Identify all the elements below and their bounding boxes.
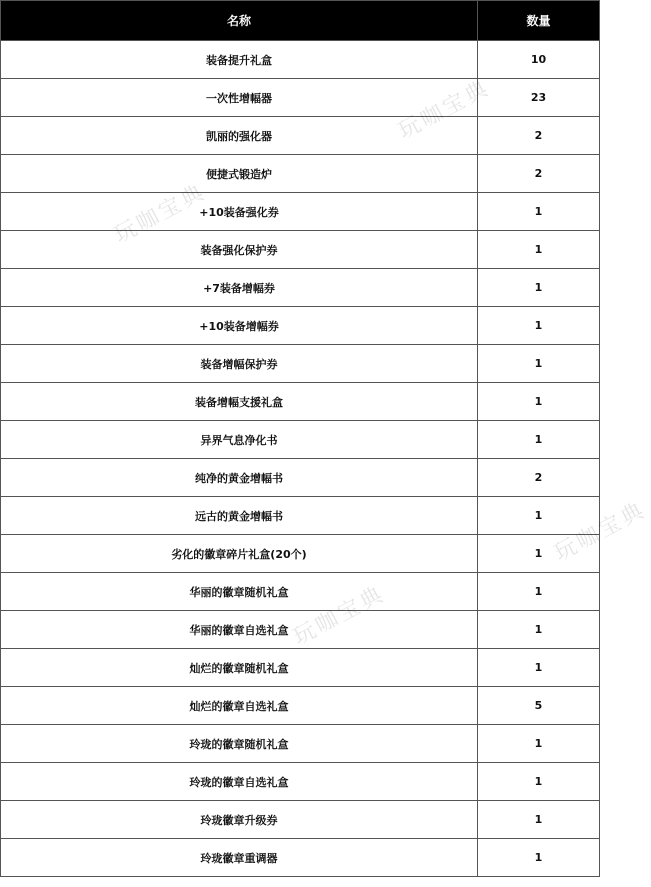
item-quantity: 1 — [478, 839, 600, 877]
item-quantity: 1 — [478, 497, 600, 535]
item-quantity: 1 — [478, 231, 600, 269]
table-row — [1, 725, 600, 763]
item-name: 异界气息净化书 — [1, 421, 478, 459]
item-name: 灿烂的徽章随机礼盒 — [1, 649, 478, 687]
item-name: +7装备增幅券 — [1, 269, 478, 307]
item-quantity: 10 — [478, 41, 600, 79]
item-quantity: 1 — [478, 649, 600, 687]
table-row — [1, 763, 600, 801]
table-row — [1, 383, 600, 421]
table-row — [1, 155, 600, 193]
item-name: +10装备增幅券 — [1, 307, 478, 345]
table-row — [1, 459, 600, 497]
item-quantity: 1 — [478, 421, 600, 459]
item-quantity: 1 — [478, 801, 600, 839]
item-name: 纯净的黄金增幅书 — [1, 459, 478, 497]
table-row — [1, 497, 600, 535]
table-row — [1, 801, 600, 839]
table-row — [1, 839, 600, 877]
table-row — [1, 535, 600, 573]
item-quantity: 23 — [478, 79, 600, 117]
item-name: 玲珑徽章重调器 — [1, 839, 478, 877]
item-name: 装备强化保护券 — [1, 231, 478, 269]
column-header-name: 名称 — [1, 1, 478, 41]
item-quantity: 1 — [478, 193, 600, 231]
item-name: +10装备强化券 — [1, 193, 478, 231]
item-quantity: 1 — [478, 535, 600, 573]
item-name: 装备增幅支援礼盒 — [1, 383, 478, 421]
table-row — [1, 231, 600, 269]
item-name: 装备增幅保护券 — [1, 345, 478, 383]
table-row — [1, 307, 600, 345]
table-row — [1, 687, 600, 725]
item-quantity: 1 — [478, 269, 600, 307]
table-header-row — [1, 1, 600, 41]
item-name: 一次性增幅器 — [1, 79, 478, 117]
item-quantity: 1 — [478, 307, 600, 345]
item-name: 凯丽的强化器 — [1, 117, 478, 155]
item-name: 华丽的徽章随机礼盒 — [1, 573, 478, 611]
column-header-quantity: 数量 — [478, 1, 600, 41]
item-quantity: 1 — [478, 345, 600, 383]
item-quantity: 2 — [478, 155, 600, 193]
item-name: 远古的黄金增幅书 — [1, 497, 478, 535]
table-row — [1, 421, 600, 459]
item-quantity: 2 — [478, 459, 600, 497]
table-row — [1, 649, 600, 687]
item-name: 玲珑徽章升级券 — [1, 801, 478, 839]
table-row — [1, 117, 600, 155]
watermark: 玩咖宝典 — [289, 581, 390, 651]
item-name: 劣化的徽章碎片礼盒(20个) — [1, 535, 478, 573]
item-name: 玲珑的徽章自选礼盒 — [1, 763, 478, 801]
table-row — [1, 611, 600, 649]
watermark: 玩咖宝典 — [394, 75, 495, 145]
table-row — [1, 573, 600, 611]
item-name: 玲珑的徽章随机礼盒 — [1, 725, 478, 763]
item-quantity: 5 — [478, 687, 600, 725]
watermark: 玩咖宝典 — [110, 179, 211, 249]
item-name: 灿烂的徽章自选礼盒 — [1, 687, 478, 725]
table-row — [1, 269, 600, 307]
item-quantity: 2 — [478, 117, 600, 155]
watermark: 玩咖宝典 — [550, 497, 651, 567]
item-quantity: 1 — [478, 763, 600, 801]
item-quantity: 1 — [478, 725, 600, 763]
item-quantity: 1 — [478, 573, 600, 611]
table-row — [1, 345, 600, 383]
item-quantity: 1 — [478, 383, 600, 421]
table-row — [1, 193, 600, 231]
item-quantity: 1 — [478, 611, 600, 649]
item-name: 装备提升礼盒 — [1, 41, 478, 79]
item-name: 华丽的徽章自选礼盒 — [1, 611, 478, 649]
table-row — [1, 41, 600, 79]
table-row — [1, 79, 600, 117]
item-name: 便捷式锻造炉 — [1, 155, 478, 193]
